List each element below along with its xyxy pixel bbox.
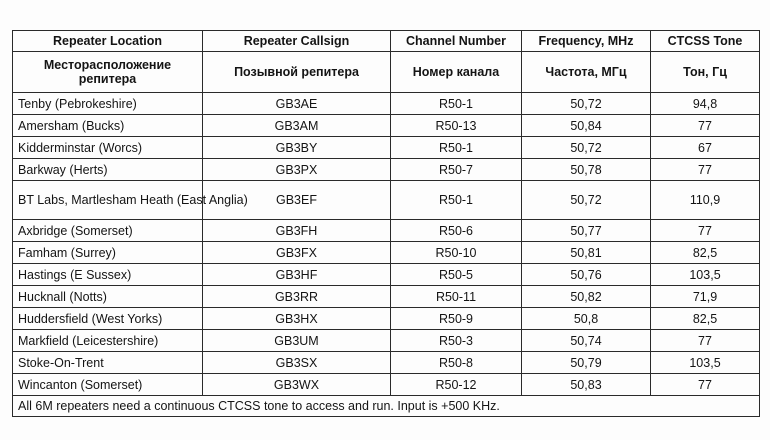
- cell-channel: R50-1: [391, 93, 522, 115]
- header-row-russian: [13, 52, 760, 93]
- cell-frequency: 50,83: [522, 374, 651, 396]
- table-row: [13, 220, 760, 242]
- cell-channel: R50-7: [391, 159, 522, 181]
- cell-callsign: GB3BY: [203, 137, 391, 159]
- footnote: All 6M repeaters need a continuous CTCSS tone to access and run. Input is +500 KHz.: [13, 396, 760, 417]
- cell-frequency: 50,72: [522, 137, 651, 159]
- cell-location: Tenby (Pebrokeshire): [13, 93, 203, 115]
- cell-frequency: 50,79: [522, 352, 651, 374]
- cell-location: Hastings (E Sussex): [13, 264, 203, 286]
- cell-channel: R50-8: [391, 352, 522, 374]
- cell-location: Hucknall (Notts): [13, 286, 203, 308]
- table-row: [13, 286, 760, 308]
- header-ctcss-en: CTCSS Tone: [651, 31, 760, 52]
- cell-channel: R50-6: [391, 220, 522, 242]
- cell-location: Kidderminstar (Worcs): [13, 137, 203, 159]
- cell-callsign: GB3UM: [203, 330, 391, 352]
- cell-frequency: 50,77: [522, 220, 651, 242]
- cell-frequency: 50,74: [522, 330, 651, 352]
- cell-callsign: GB3HX: [203, 308, 391, 330]
- table-row: [13, 352, 760, 374]
- cell-channel: R50-12: [391, 374, 522, 396]
- cell-frequency: 50,8: [522, 308, 651, 330]
- cell-frequency: 50,78: [522, 159, 651, 181]
- header-channel-ru: Номер канала: [391, 52, 522, 93]
- cell-frequency: 50,81: [522, 242, 651, 264]
- header-location-en: Repeater Location: [13, 31, 203, 52]
- cell-callsign: GB3EF: [203, 181, 391, 220]
- cell-location: Wincanton (Somerset): [13, 374, 203, 396]
- cell-ctcss: 77: [651, 115, 760, 137]
- table-row: [13, 93, 760, 115]
- cell-location: Barkway (Herts): [13, 159, 203, 181]
- cell-ctcss: 77: [651, 330, 760, 352]
- cell-frequency: 50,82: [522, 286, 651, 308]
- cell-channel: R50-3: [391, 330, 522, 352]
- cell-channel: R50-11: [391, 286, 522, 308]
- cell-callsign: GB3RR: [203, 286, 391, 308]
- table-row: [13, 308, 760, 330]
- table-row: [13, 159, 760, 181]
- cell-ctcss: 67: [651, 137, 760, 159]
- cell-ctcss: 77: [651, 220, 760, 242]
- cell-callsign: GB3PX: [203, 159, 391, 181]
- cell-callsign: GB3AM: [203, 115, 391, 137]
- cell-ctcss: 82,5: [651, 242, 760, 264]
- cell-ctcss: 103,5: [651, 352, 760, 374]
- cell-location: Markfield (Leicestershire): [13, 330, 203, 352]
- table-row: [13, 242, 760, 264]
- repeater-table: [12, 30, 760, 417]
- header-channel-en: Channel Number: [391, 31, 522, 52]
- cell-frequency: 50,72: [522, 181, 651, 220]
- header-ctcss-ru: Тон, Гц: [651, 52, 760, 93]
- cell-callsign: GB3FH: [203, 220, 391, 242]
- cell-channel: R50-1: [391, 137, 522, 159]
- table-row: [13, 374, 760, 396]
- cell-ctcss: 82,5: [651, 308, 760, 330]
- cell-ctcss: 77: [651, 374, 760, 396]
- table-row: [13, 330, 760, 352]
- cell-location: Huddersfield (West Yorks): [13, 308, 203, 330]
- header-frequency-ru: Частота, МГц: [522, 52, 651, 93]
- cell-callsign: GB3AE: [203, 93, 391, 115]
- cell-location: Amersham (Bucks): [13, 115, 203, 137]
- header-row-english: [13, 31, 760, 52]
- footnote-row: [13, 396, 760, 417]
- cell-callsign: GB3FX: [203, 242, 391, 264]
- cell-channel: R50-9: [391, 308, 522, 330]
- cell-location: Axbridge (Somerset): [13, 220, 203, 242]
- cell-frequency: 50,84: [522, 115, 651, 137]
- cell-location: BT Labs, Martlesham Heath (East Anglia): [13, 181, 203, 220]
- cell-channel: R50-5: [391, 264, 522, 286]
- header-location-ru: Месторасположение репитера: [13, 52, 203, 93]
- cell-callsign: GB3WX: [203, 374, 391, 396]
- header-frequency-en: Frequency, MHz: [522, 31, 651, 52]
- cell-ctcss: 103,5: [651, 264, 760, 286]
- cell-ctcss: 71,9: [651, 286, 760, 308]
- cell-ctcss: 110,9: [651, 181, 760, 220]
- cell-channel: R50-10: [391, 242, 522, 264]
- cell-callsign: GB3SX: [203, 352, 391, 374]
- cell-callsign: GB3HF: [203, 264, 391, 286]
- header-callsign-en: Repeater Callsign: [203, 31, 391, 52]
- cell-location: Famham (Surrey): [13, 242, 203, 264]
- cell-frequency: 50,76: [522, 264, 651, 286]
- cell-channel: R50-13: [391, 115, 522, 137]
- cell-channel: R50-1: [391, 181, 522, 220]
- table-row: [13, 115, 760, 137]
- cell-ctcss: 77: [651, 159, 760, 181]
- cell-ctcss: 94,8: [651, 93, 760, 115]
- table-row: [13, 264, 760, 286]
- header-callsign-ru: Позывной репитера: [203, 52, 391, 93]
- table-row: [13, 137, 760, 159]
- cell-location: Stoke-On-Trent: [13, 352, 203, 374]
- table-row: [13, 181, 760, 220]
- cell-frequency: 50,72: [522, 93, 651, 115]
